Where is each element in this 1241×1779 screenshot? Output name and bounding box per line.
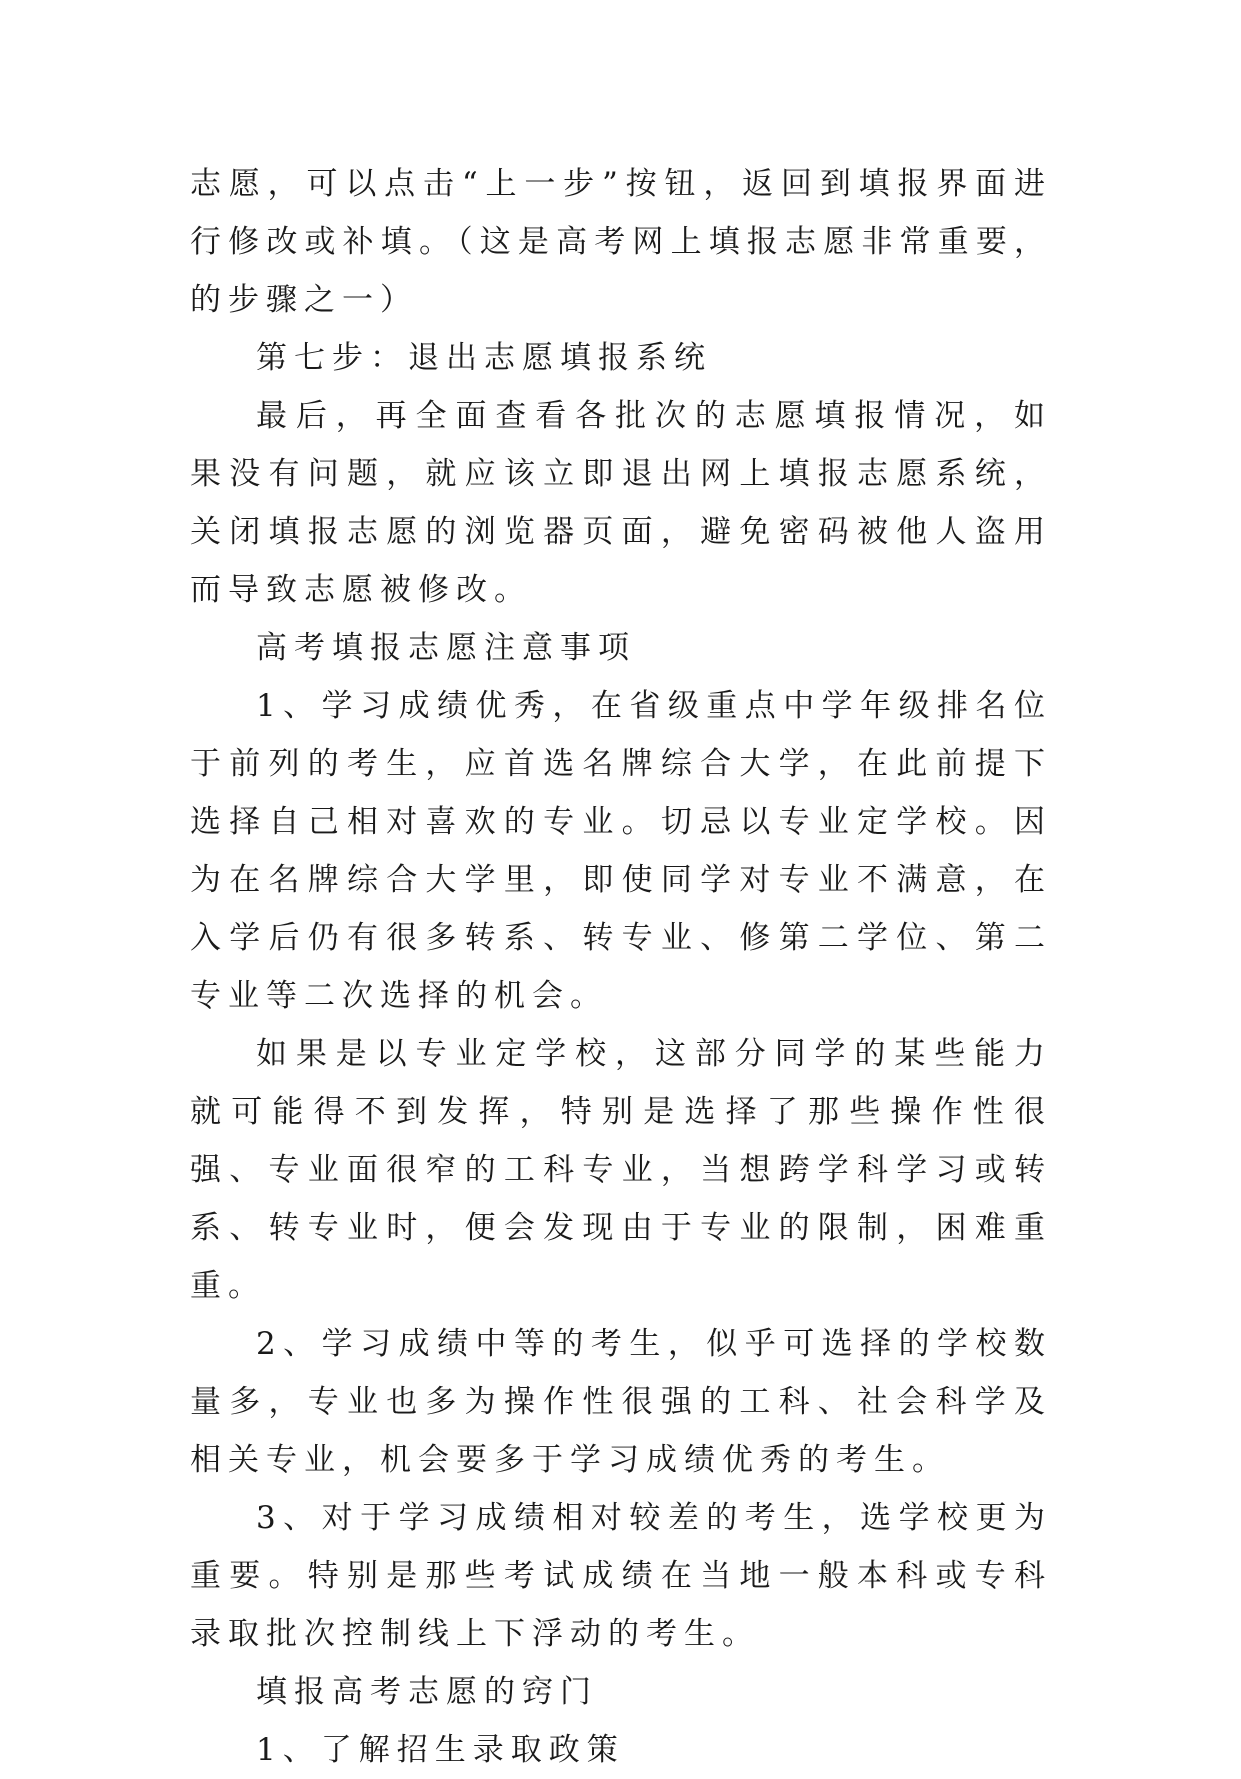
- paragraph-tip-1: 1、了解招生录取政策: [256, 1732, 625, 1768]
- step-seven-heading: 第七步：退出志愿填报系统: [256, 340, 712, 376]
- paragraph-note-2: 2、学习成绩中等的考生，似乎可选择的学校数量多，专业也多为操作性很强的工科、社会科学及相关专业，机会要多于学习成绩优秀的考生。: [190, 1326, 1052, 1478]
- paragraph-note-3: 3、对于学习成绩相对较差的考生，选学校更为重要。特别是那些考试成绩在当地一般本科或专科录取批次控制线上下浮动的考生。: [190, 1500, 1052, 1652]
- document-body: [190, 155, 1052, 1779]
- paragraph-continuation: 志愿，可以点击“上一步”按钮，返回到填报界面进行修改或补填。（这是高考网上填报志愿非常重要，的步骤之一）: [190, 166, 1052, 318]
- paragraph-note-1: 1、学习成绩优秀，在省级重点中学年级排名位于前列的考生，应首选名牌综合大学，在此前提下选择自己相对喜欢的专业。切忌以专业定学校。因为在名牌综合大学里，即使同学对专业不满意，在入学后仍有很多转系、转专业、修第二学位、第二专业等二次选择的机会。: [190, 688, 1052, 1014]
- section-heading-notes: 高考填报志愿注意事项: [256, 630, 636, 666]
- section-heading-tips: 填报高考志愿的窍门: [256, 1674, 598, 1710]
- paragraph-note-1-continued: 如果是以专业定学校，这部分同学的某些能力就可能得不到发挥，特别是选择了那些操作性很强、专业面很窄的工科专业，当想跨学科学习或转系、转专业时，便会发现由于专业的限制，困难重重。: [190, 1036, 1052, 1304]
- paragraph-exit-system: 最后，再全面查看各批次的志愿填报情况，如果没有问题，就应该立即退出网上填报志愿系统，关闭填报志愿的浏览器页面，避免密码被他人盗用而导致志愿被修改。: [190, 398, 1052, 608]
